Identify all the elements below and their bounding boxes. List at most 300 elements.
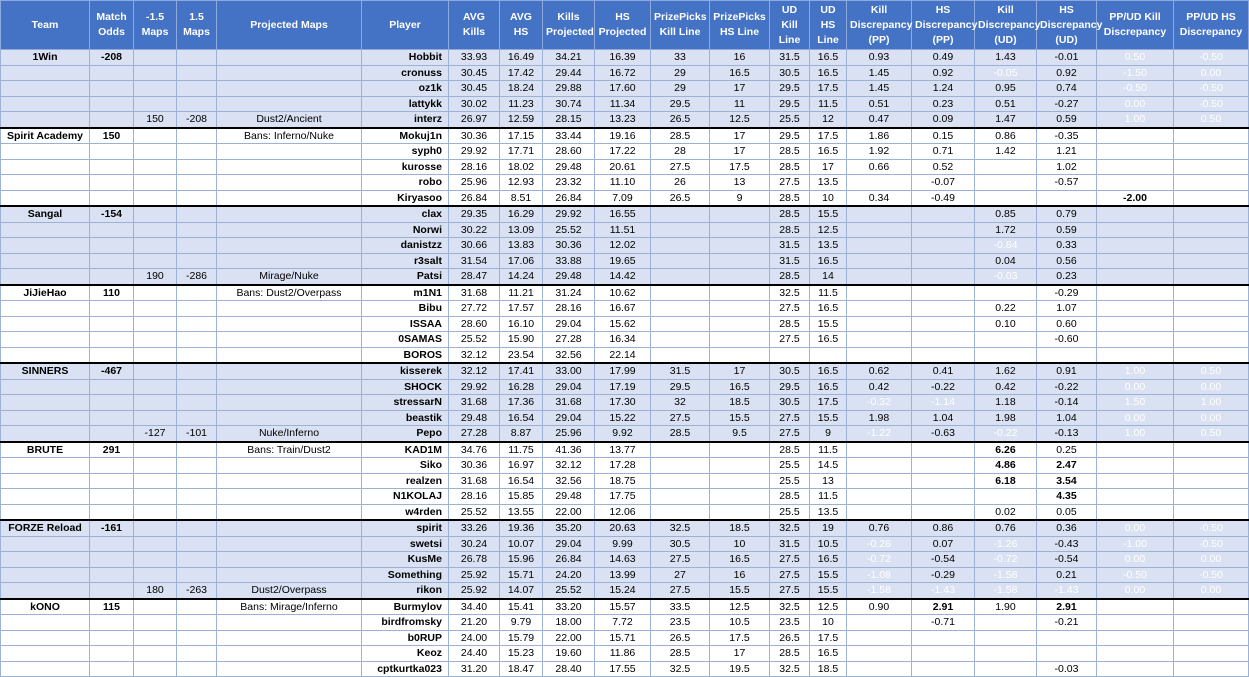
cell-pp-ud-kill-discrepancy[interactable]: 0.00 xyxy=(1097,96,1174,112)
cell-prizepicks-hs-line[interactable]: 16 xyxy=(710,567,770,583)
cell-projected-maps[interactable] xyxy=(217,347,362,363)
cell-minus-1-5-maps[interactable] xyxy=(134,128,177,144)
header-minus-1-5-maps[interactable]: -1.5 Maps xyxy=(134,1,177,50)
cell-match-odds[interactable] xyxy=(90,96,134,112)
cell-pp-ud-hs-discrepancy[interactable] xyxy=(1174,238,1249,254)
cell-prizepicks-kill-line[interactable]: 27.5 xyxy=(651,159,710,175)
cell-avg-hs[interactable]: 12.93 xyxy=(500,175,543,191)
cell-ud-hs-line[interactable]: 10 xyxy=(810,190,847,206)
cell-kill-discrepancy-ud[interactable]: -0.34 xyxy=(975,159,1037,175)
cell-ud-hs-line[interactable]: 18.5 xyxy=(810,661,847,677)
cell-hs-discrepancy-ud[interactable]: -0.13 xyxy=(1037,426,1097,442)
cell-team[interactable] xyxy=(1,144,90,160)
cell-avg-hs[interactable]: 18.47 xyxy=(500,661,543,677)
cell-projected-maps[interactable]: Bans: Mirage/Inferno xyxy=(217,599,362,615)
cell-kill-discrepancy-ud[interactable]: 1.72 xyxy=(975,222,1037,238)
cell-kill-discrepancy-pp[interactable]: 0.34 xyxy=(847,190,912,206)
cell-team[interactable] xyxy=(1,410,90,426)
cell-plus-1-5-maps[interactable]: -208 xyxy=(177,112,217,128)
cell-player[interactable]: N1KOLAJ xyxy=(362,489,449,505)
cell-avg-hs[interactable]: 18.24 xyxy=(500,81,543,97)
header-avg-kills[interactable]: AVG Kills xyxy=(449,1,500,50)
cell-pp-ud-hs-discrepancy[interactable]: -0.50 xyxy=(1174,536,1249,552)
cell-player[interactable]: interz xyxy=(362,112,449,128)
cell-pp-ud-kill-discrepancy[interactable] xyxy=(1097,253,1174,269)
cell-avg-hs[interactable]: 15.23 xyxy=(500,646,543,662)
cell-plus-1-5-maps[interactable] xyxy=(177,504,217,520)
cell-team[interactable] xyxy=(1,552,90,568)
cell-hs-discrepancy-ud[interactable]: 0.59 xyxy=(1037,222,1097,238)
cell-prizepicks-kill-line[interactable]: 33.5 xyxy=(651,599,710,615)
cell-avg-kills[interactable]: 24.00 xyxy=(449,630,500,646)
cell-minus-1-5-maps[interactable]: -127 xyxy=(134,426,177,442)
cell-player[interactable]: r3salt xyxy=(362,253,449,269)
cell-player[interactable]: syph0 xyxy=(362,144,449,160)
cell-match-odds[interactable] xyxy=(90,583,134,599)
cell-avg-kills[interactable]: 30.02 xyxy=(449,96,500,112)
cell-prizepicks-hs-line[interactable]: 12.5 xyxy=(710,599,770,615)
cell-plus-1-5-maps[interactable] xyxy=(177,253,217,269)
cell-ud-hs-line[interactable]: 19 xyxy=(810,520,847,536)
cell-kill-discrepancy-pp[interactable] xyxy=(847,269,912,285)
cell-prizepicks-kill-line[interactable]: 29 xyxy=(651,81,710,97)
cell-kills-projected[interactable]: 28.60 xyxy=(543,144,595,160)
cell-match-odds[interactable] xyxy=(90,395,134,411)
cell-minus-1-5-maps[interactable] xyxy=(134,301,177,317)
cell-prizepicks-hs-line[interactable] xyxy=(710,442,770,458)
cell-avg-kills[interactable]: 34.76 xyxy=(449,442,500,458)
cell-plus-1-5-maps[interactable] xyxy=(177,410,217,426)
cell-avg-hs[interactable]: 17.06 xyxy=(500,253,543,269)
cell-kill-discrepancy-ud[interactable]: 1.18 xyxy=(975,395,1037,411)
cell-hs-discrepancy-ud[interactable]: 2.47 xyxy=(1037,458,1097,474)
cell-hs-projected[interactable]: 9.92 xyxy=(595,426,651,442)
cell-ud-kill-line[interactable]: 30.5 xyxy=(770,363,810,379)
cell-hs-discrepancy-ud[interactable]: 0.21 xyxy=(1037,567,1097,583)
cell-pp-ud-hs-discrepancy[interactable] xyxy=(1174,253,1249,269)
cell-hs-projected[interactable]: 15.57 xyxy=(595,599,651,615)
cell-pp-ud-kill-discrepancy[interactable]: -0.50 xyxy=(1097,567,1174,583)
cell-pp-ud-kill-discrepancy[interactable]: 0.00 xyxy=(1097,520,1174,536)
cell-team[interactable] xyxy=(1,395,90,411)
cell-hs-discrepancy-pp[interactable]: 0.92 xyxy=(912,65,975,81)
cell-ud-kill-line[interactable]: 32.5 xyxy=(770,520,810,536)
cell-pp-ud-kill-discrepancy[interactable] xyxy=(1097,442,1174,458)
cell-projected-maps[interactable] xyxy=(217,473,362,489)
cell-team[interactable] xyxy=(1,253,90,269)
cell-kill-discrepancy-ud[interactable]: 1.47 xyxy=(975,112,1037,128)
cell-projected-maps[interactable] xyxy=(217,504,362,520)
cell-prizepicks-kill-line[interactable]: 29.5 xyxy=(651,96,710,112)
cell-ud-kill-line[interactable]: 27.5 xyxy=(770,583,810,599)
cell-hs-discrepancy-pp[interactable]: -0.29 xyxy=(912,567,975,583)
cell-hs-projected[interactable]: 17.75 xyxy=(595,489,651,505)
cell-plus-1-5-maps[interactable] xyxy=(177,630,217,646)
cell-plus-1-5-maps[interactable] xyxy=(177,128,217,144)
cell-match-odds[interactable]: 115 xyxy=(90,599,134,615)
cell-ud-kill-line[interactable]: 32.5 xyxy=(770,285,810,301)
cell-avg-hs[interactable]: 12.59 xyxy=(500,112,543,128)
cell-team[interactable] xyxy=(1,190,90,206)
cell-projected-maps[interactable] xyxy=(217,630,362,646)
cell-avg-hs[interactable]: 10.07 xyxy=(500,536,543,552)
cell-kills-projected[interactable]: 29.92 xyxy=(543,206,595,222)
cell-avg-hs[interactable]: 16.54 xyxy=(500,473,543,489)
cell-avg-kills[interactable]: 29.92 xyxy=(449,379,500,395)
cell-kill-discrepancy-pp[interactable] xyxy=(847,316,912,332)
cell-match-odds[interactable]: -161 xyxy=(90,520,134,536)
cell-ud-kill-line[interactable]: 32.5 xyxy=(770,661,810,677)
cell-minus-1-5-maps[interactable] xyxy=(134,190,177,206)
cell-hs-projected[interactable]: 11.34 xyxy=(595,96,651,112)
cell-hs-discrepancy-ud[interactable]: -0.29 xyxy=(1037,285,1097,301)
header-hs-discrepancy-ud[interactable]: HS Discrepancy (UD) xyxy=(1037,1,1097,50)
cell-hs-discrepancy-pp[interactable] xyxy=(912,442,975,458)
cell-pp-ud-hs-discrepancy[interactable] xyxy=(1174,473,1249,489)
cell-minus-1-5-maps[interactable] xyxy=(134,504,177,520)
cell-player[interactable]: kisserek xyxy=(362,363,449,379)
cell-projected-maps[interactable] xyxy=(217,661,362,677)
cell-kills-projected[interactable]: 30.74 xyxy=(543,96,595,112)
cell-match-odds[interactable] xyxy=(90,630,134,646)
cell-avg-kills[interactable]: 25.52 xyxy=(449,504,500,520)
cell-projected-maps[interactable] xyxy=(217,50,362,66)
cell-ud-kill-line[interactable]: 28.5 xyxy=(770,646,810,662)
cell-prizepicks-hs-line[interactable] xyxy=(710,222,770,238)
cell-projected-maps[interactable] xyxy=(217,301,362,317)
cell-team[interactable] xyxy=(1,426,90,442)
cell-team[interactable] xyxy=(1,175,90,191)
cell-prizepicks-kill-line[interactable]: 29 xyxy=(651,65,710,81)
header-hs-projected[interactable]: HS Projected xyxy=(595,1,651,50)
cell-hs-discrepancy-pp[interactable]: 0.15 xyxy=(912,128,975,144)
cell-kill-discrepancy-pp[interactable]: -1.22 xyxy=(847,426,912,442)
cell-kills-projected[interactable]: 24.20 xyxy=(543,567,595,583)
cell-hs-projected[interactable]: 13.23 xyxy=(595,112,651,128)
cell-ud-hs-line[interactable]: 16.5 xyxy=(810,363,847,379)
cell-avg-kills[interactable]: 25.52 xyxy=(449,332,500,348)
cell-team[interactable] xyxy=(1,630,90,646)
cell-player[interactable]: Pepo xyxy=(362,426,449,442)
cell-pp-ud-hs-discrepancy[interactable]: 0.00 xyxy=(1174,379,1249,395)
cell-pp-ud-hs-discrepancy[interactable]: -0.50 xyxy=(1174,96,1249,112)
cell-ud-hs-line[interactable]: 12 xyxy=(810,112,847,128)
cell-ud-hs-line[interactable]: 11.5 xyxy=(810,442,847,458)
cell-plus-1-5-maps[interactable] xyxy=(177,81,217,97)
cell-avg-kills[interactable]: 30.36 xyxy=(449,458,500,474)
cell-pp-ud-hs-discrepancy[interactable] xyxy=(1174,206,1249,222)
cell-avg-hs[interactable]: 13.55 xyxy=(500,504,543,520)
cell-hs-discrepancy-pp[interactable]: -1.03 xyxy=(912,661,975,677)
cell-team[interactable] xyxy=(1,316,90,332)
cell-team[interactable]: Sangal xyxy=(1,206,90,222)
cell-plus-1-5-maps[interactable] xyxy=(177,567,217,583)
cell-ud-hs-line[interactable]: 13 xyxy=(810,473,847,489)
cell-ud-kill-line[interactable]: 27.5 xyxy=(770,410,810,426)
cell-pp-ud-hs-discrepancy[interactable]: -0.50 xyxy=(1174,81,1249,97)
cell-kills-projected[interactable]: 22.00 xyxy=(543,630,595,646)
cell-kill-discrepancy-pp[interactable]: 0.42 xyxy=(847,379,912,395)
cell-prizepicks-hs-line[interactable] xyxy=(710,347,770,363)
cell-prizepicks-kill-line[interactable] xyxy=(651,442,710,458)
cell-prizepicks-kill-line[interactable] xyxy=(651,347,710,363)
cell-ud-kill-line[interactable]: 28.5 xyxy=(770,159,810,175)
cell-kill-discrepancy-ud[interactable]: 0.95 xyxy=(975,81,1037,97)
cell-team[interactable] xyxy=(1,81,90,97)
cell-pp-ud-hs-discrepancy[interactable]: 1.00 xyxy=(1174,661,1249,677)
cell-pp-ud-hs-discrepancy[interactable]: -0.50 xyxy=(1174,175,1249,191)
cell-minus-1-5-maps[interactable] xyxy=(134,144,177,160)
cell-hs-discrepancy-pp[interactable] xyxy=(912,332,975,348)
cell-kill-discrepancy-pp[interactable]: 1.45 xyxy=(847,65,912,81)
cell-kills-projected[interactable]: 30.36 xyxy=(543,238,595,254)
cell-minus-1-5-maps[interactable] xyxy=(134,536,177,552)
cell-hs-discrepancy-pp[interactable] xyxy=(912,253,975,269)
cell-hs-projected[interactable]: 18.75 xyxy=(595,473,651,489)
cell-hs-discrepancy-ud[interactable]: -0.21 xyxy=(1037,615,1097,631)
cell-kill-discrepancy-ud[interactable]: -1.54 xyxy=(975,175,1037,191)
cell-kill-discrepancy-ud[interactable]: 0.04 xyxy=(975,253,1037,269)
cell-projected-maps[interactable] xyxy=(217,520,362,536)
cell-team[interactable]: BRUTE xyxy=(1,442,90,458)
cell-avg-hs[interactable]: 13.83 xyxy=(500,238,543,254)
cell-prizepicks-kill-line[interactable] xyxy=(651,269,710,285)
cell-team[interactable] xyxy=(1,536,90,552)
cell-ud-kill-line[interactable]: 29.5 xyxy=(770,96,810,112)
cell-match-odds[interactable]: 150 xyxy=(90,128,134,144)
cell-ud-kill-line[interactable]: 28.5 xyxy=(770,316,810,332)
cell-projected-maps[interactable] xyxy=(217,567,362,583)
cell-prizepicks-hs-line[interactable] xyxy=(710,489,770,505)
cell-avg-hs[interactable]: 15.79 xyxy=(500,630,543,646)
cell-prizepicks-hs-line[interactable]: 16.5 xyxy=(710,65,770,81)
cell-ud-kill-line[interactable]: 26.5 xyxy=(770,630,810,646)
cell-kill-discrepancy-pp[interactable] xyxy=(847,206,912,222)
cell-kills-projected[interactable]: 33.00 xyxy=(543,363,595,379)
cell-hs-discrepancy-ud[interactable]: 4.35 xyxy=(1037,489,1097,505)
cell-hs-discrepancy-pp[interactable] xyxy=(912,285,975,301)
cell-kill-discrepancy-ud[interactable]: -0.82 xyxy=(975,285,1037,301)
cell-kill-discrepancy-ud[interactable]: 0.51 xyxy=(975,96,1037,112)
cell-pp-ud-kill-discrepancy[interactable]: -1.50 xyxy=(1097,65,1174,81)
cell-player[interactable]: cptkurtka023 xyxy=(362,661,449,677)
cell-ud-hs-line[interactable]: 17.5 xyxy=(810,81,847,97)
cell-team[interactable] xyxy=(1,238,90,254)
cell-prizepicks-hs-line[interactable]: 17 xyxy=(710,144,770,160)
cell-kill-discrepancy-pp[interactable]: -0.04 xyxy=(847,175,912,191)
cell-kills-projected[interactable]: 35.20 xyxy=(543,520,595,536)
cell-avg-hs[interactable]: 17.36 xyxy=(500,395,543,411)
cell-plus-1-5-maps[interactable] xyxy=(177,96,217,112)
cell-hs-discrepancy-pp[interactable]: -0.63 xyxy=(912,426,975,442)
cell-projected-maps[interactable] xyxy=(217,206,362,222)
cell-plus-1-5-maps[interactable] xyxy=(177,395,217,411)
cell-minus-1-5-maps[interactable] xyxy=(134,379,177,395)
cell-plus-1-5-maps[interactable]: -101 xyxy=(177,426,217,442)
cell-projected-maps[interactable] xyxy=(217,316,362,332)
cell-match-odds[interactable] xyxy=(90,316,134,332)
cell-pp-ud-hs-discrepancy[interactable] xyxy=(1174,442,1249,458)
cell-team[interactable] xyxy=(1,347,90,363)
cell-plus-1-5-maps[interactable]: -286 xyxy=(177,269,217,285)
cell-prizepicks-hs-line[interactable]: 16 xyxy=(710,50,770,66)
cell-avg-kills[interactable]: 28.60 xyxy=(449,316,500,332)
cell-kill-discrepancy-ud[interactable]: 6.18 xyxy=(975,473,1037,489)
cell-minus-1-5-maps[interactable] xyxy=(134,661,177,677)
cell-match-odds[interactable]: -208 xyxy=(90,50,134,66)
cell-team[interactable] xyxy=(1,489,90,505)
cell-player[interactable]: oz1k xyxy=(362,81,449,97)
cell-pp-ud-hs-discrepancy[interactable] xyxy=(1174,332,1249,348)
cell-minus-1-5-maps[interactable] xyxy=(134,473,177,489)
cell-hs-projected[interactable]: 16.72 xyxy=(595,65,651,81)
cell-pp-ud-hs-discrepancy[interactable] xyxy=(1174,222,1249,238)
cell-pp-ud-hs-discrepancy[interactable]: 0.00 xyxy=(1174,599,1249,615)
cell-team[interactable]: SINNERS xyxy=(1,363,90,379)
cell-avg-kills[interactable]: 33.93 xyxy=(449,50,500,66)
cell-pp-ud-kill-discrepancy[interactable]: 0.00 xyxy=(1097,630,1174,646)
cell-team[interactable] xyxy=(1,504,90,520)
cell-hs-projected[interactable]: 17.19 xyxy=(595,379,651,395)
cell-hs-discrepancy-pp[interactable] xyxy=(912,458,975,474)
cell-avg-hs[interactable]: 14.07 xyxy=(500,583,543,599)
cell-pp-ud-hs-discrepancy[interactable]: 0.50 xyxy=(1174,159,1249,175)
cell-ud-hs-line[interactable]: 15.5 xyxy=(810,567,847,583)
cell-kills-projected[interactable]: 22.00 xyxy=(543,504,595,520)
cell-prizepicks-kill-line[interactable]: 32.5 xyxy=(651,520,710,536)
cell-match-odds[interactable] xyxy=(90,238,134,254)
cell-minus-1-5-maps[interactable]: 180 xyxy=(134,583,177,599)
cell-match-odds[interactable] xyxy=(90,222,134,238)
cell-player[interactable]: Kiryasoo xyxy=(362,190,449,206)
cell-kills-projected[interactable]: 31.24 xyxy=(543,285,595,301)
cell-prizepicks-kill-line[interactable]: 26.5 xyxy=(651,630,710,646)
cell-hs-projected[interactable]: 11.51 xyxy=(595,222,651,238)
cell-prizepicks-kill-line[interactable]: 29.5 xyxy=(651,379,710,395)
cell-prizepicks-hs-line[interactable]: 13 xyxy=(710,175,770,191)
cell-avg-hs[interactable]: 16.49 xyxy=(500,50,543,66)
cell-prizepicks-kill-line[interactable]: 28.5 xyxy=(651,646,710,662)
header-kill-discrepancy-pp[interactable]: Kill Discrepancy (PP) xyxy=(847,1,912,50)
cell-avg-hs[interactable]: 13.09 xyxy=(500,222,543,238)
cell-plus-1-5-maps[interactable] xyxy=(177,379,217,395)
cell-hs-discrepancy-ud[interactable]: -0.22 xyxy=(1037,379,1097,395)
cell-projected-maps[interactable] xyxy=(217,615,362,631)
cell-player[interactable]: realzen xyxy=(362,473,449,489)
cell-kill-discrepancy-ud[interactable]: -0.03 xyxy=(975,269,1037,285)
cell-avg-hs[interactable]: 15.85 xyxy=(500,489,543,505)
cell-avg-kills[interactable]: 30.66 xyxy=(449,238,500,254)
cell-kill-discrepancy-pp[interactable] xyxy=(847,332,912,348)
cell-kill-discrepancy-ud[interactable]: 0.85 xyxy=(975,206,1037,222)
cell-projected-maps[interactable] xyxy=(217,144,362,160)
cell-avg-kills[interactable]: 29.48 xyxy=(449,410,500,426)
cell-ud-hs-line[interactable]: 16.5 xyxy=(810,50,847,66)
cell-match-odds[interactable] xyxy=(90,552,134,568)
cell-prizepicks-hs-line[interactable]: 17 xyxy=(710,81,770,97)
cell-plus-1-5-maps[interactable] xyxy=(177,552,217,568)
cell-projected-maps[interactable] xyxy=(217,458,362,474)
cell-avg-hs[interactable]: 17.71 xyxy=(500,144,543,160)
cell-hs-projected[interactable]: 16.67 xyxy=(595,301,651,317)
cell-avg-hs[interactable]: 18.02 xyxy=(500,159,543,175)
cell-match-odds[interactable] xyxy=(90,661,134,677)
cell-ud-hs-line[interactable]: 16.5 xyxy=(810,253,847,269)
cell-ud-hs-line[interactable]: 14.5 xyxy=(810,458,847,474)
cell-minus-1-5-maps[interactable] xyxy=(134,410,177,426)
cell-kills-projected[interactable]: 29.48 xyxy=(543,269,595,285)
cell-player[interactable]: Patsi xyxy=(362,269,449,285)
header-player[interactable]: Player xyxy=(362,1,449,50)
cell-prizepicks-hs-line[interactable] xyxy=(710,238,770,254)
cell-pp-ud-kill-discrepancy[interactable] xyxy=(1097,285,1174,301)
cell-avg-kills[interactable]: 28.16 xyxy=(449,159,500,175)
cell-match-odds[interactable] xyxy=(90,567,134,583)
cell-ud-hs-line[interactable]: 16.5 xyxy=(810,552,847,568)
cell-projected-maps[interactable] xyxy=(217,238,362,254)
cell-kill-discrepancy-pp[interactable]: -1.30 xyxy=(847,661,912,677)
cell-minus-1-5-maps[interactable]: 190 xyxy=(134,269,177,285)
cell-hs-discrepancy-ud[interactable]: 0.91 xyxy=(1037,363,1097,379)
cell-match-odds[interactable]: -467 xyxy=(90,363,134,379)
cell-hs-discrepancy-ud[interactable]: -0.43 xyxy=(1037,536,1097,552)
cell-hs-projected[interactable]: 15.62 xyxy=(595,316,651,332)
cell-pp-ud-kill-discrepancy[interactable]: 1.50 xyxy=(1097,395,1174,411)
cell-plus-1-5-maps[interactable] xyxy=(177,442,217,458)
cell-ud-hs-line[interactable]: 16.5 xyxy=(810,379,847,395)
cell-kill-discrepancy-pp[interactable] xyxy=(847,222,912,238)
cell-plus-1-5-maps[interactable] xyxy=(177,316,217,332)
cell-kill-discrepancy-pp[interactable] xyxy=(847,504,912,520)
cell-avg-hs[interactable]: 17.42 xyxy=(500,65,543,81)
cell-match-odds[interactable] xyxy=(90,144,134,160)
cell-pp-ud-kill-discrepancy[interactable]: -2.00 xyxy=(1097,190,1174,206)
cell-pp-ud-hs-discrepancy[interactable]: 0.50 xyxy=(1174,615,1249,631)
cell-hs-projected[interactable]: 19.16 xyxy=(595,128,651,144)
cell-player[interactable]: beastik xyxy=(362,410,449,426)
cell-kill-discrepancy-ud[interactable]: -4.10 xyxy=(975,646,1037,662)
cell-pp-ud-hs-discrepancy[interactable] xyxy=(1174,269,1249,285)
cell-avg-kills[interactable]: 21.20 xyxy=(449,615,500,631)
cell-hs-discrepancy-ud[interactable]: 0.92 xyxy=(1037,65,1097,81)
cell-kill-discrepancy-pp[interactable]: -0.32 xyxy=(847,395,912,411)
cell-minus-1-5-maps[interactable] xyxy=(134,96,177,112)
cell-avg-hs[interactable]: 16.28 xyxy=(500,379,543,395)
cell-projected-maps[interactable] xyxy=(217,190,362,206)
cell-hs-discrepancy-pp[interactable] xyxy=(912,301,975,317)
cell-hs-discrepancy-ud[interactable]: -1.49 xyxy=(1037,190,1097,206)
cell-ud-kill-line[interactable]: 25.5 xyxy=(770,504,810,520)
cell-pp-ud-kill-discrepancy[interactable]: 0.00 xyxy=(1097,379,1174,395)
cell-pp-ud-kill-discrepancy[interactable]: 0.00 xyxy=(1097,661,1174,677)
cell-kills-projected[interactable]: 28.40 xyxy=(543,661,595,677)
cell-pp-ud-hs-discrepancy[interactable]: -0.50 xyxy=(1174,567,1249,583)
cell-pp-ud-kill-discrepancy[interactable]: -1.00 xyxy=(1097,536,1174,552)
cell-prizepicks-kill-line[interactable] xyxy=(651,473,710,489)
cell-hs-projected[interactable]: 15.24 xyxy=(595,583,651,599)
cell-avg-hs[interactable]: 15.41 xyxy=(500,599,543,615)
cell-kill-discrepancy-pp[interactable]: 1.45 xyxy=(847,81,912,97)
cell-avg-hs[interactable]: 16.97 xyxy=(500,458,543,474)
cell-kill-discrepancy-ud[interactable]: -2.50 xyxy=(975,630,1037,646)
cell-kill-discrepancy-ud[interactable]: -0.05 xyxy=(975,65,1037,81)
header-plus-1-5-maps[interactable]: 1.5 Maps xyxy=(177,1,217,50)
cell-prizepicks-kill-line[interactable] xyxy=(651,238,710,254)
cell-player[interactable]: Mokuj1n xyxy=(362,128,449,144)
cell-hs-discrepancy-ud[interactable]: -0.03 xyxy=(1037,661,1097,677)
cell-ud-kill-line[interactable]: 29.5 xyxy=(770,128,810,144)
cell-hs-discrepancy-ud[interactable]: -0.35 xyxy=(1037,128,1097,144)
